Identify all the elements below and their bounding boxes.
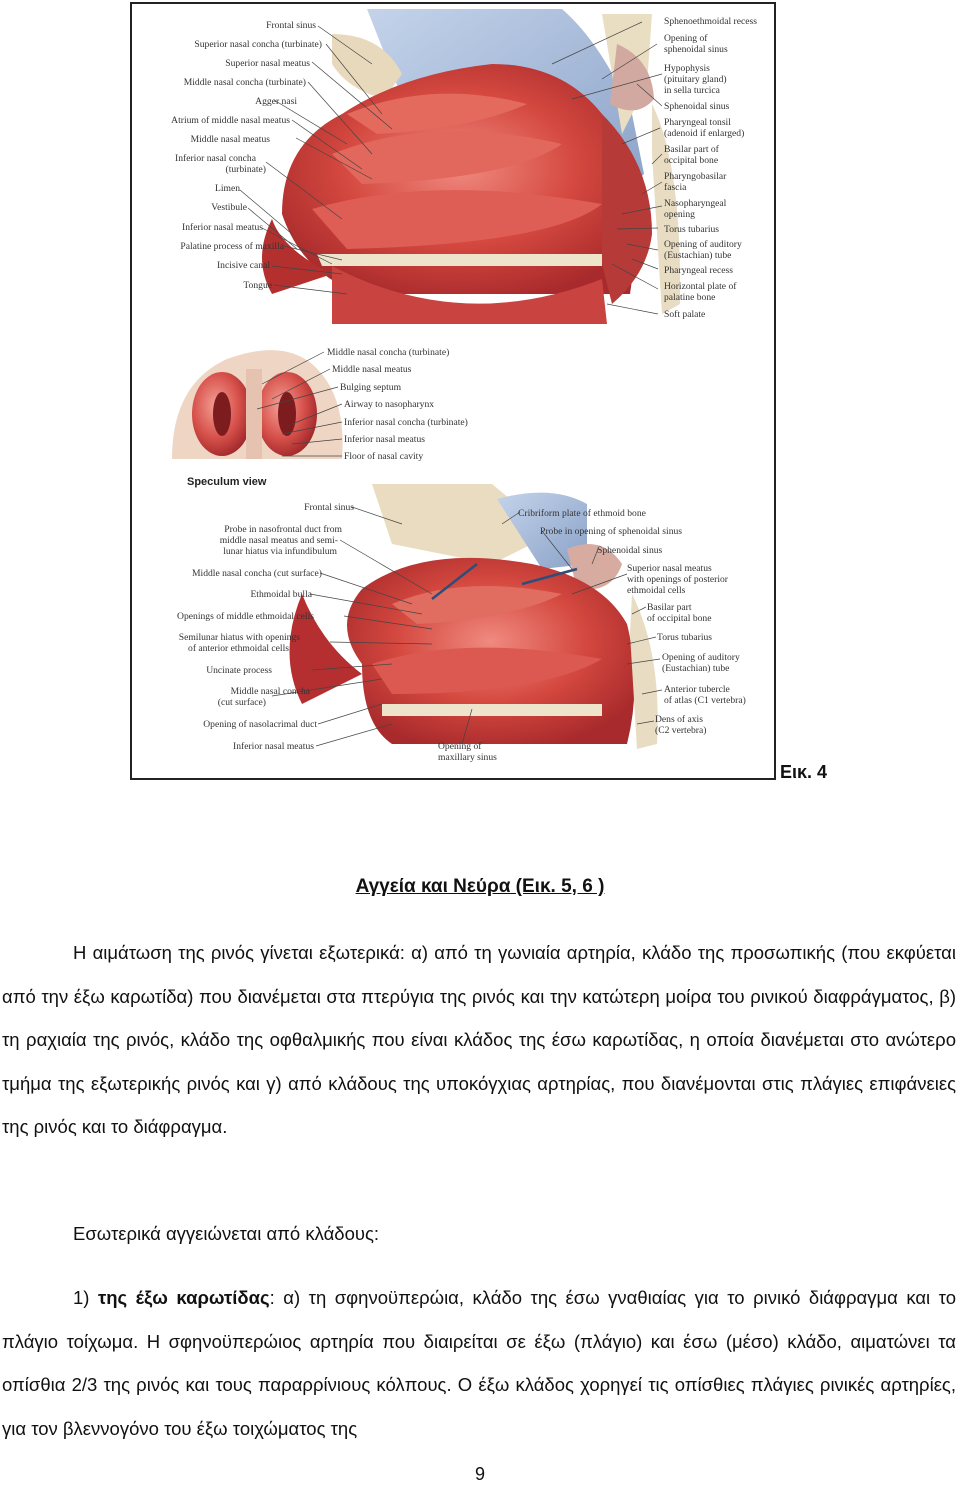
paragraph-external-carotid: [2, 1276, 956, 1450]
figure-label: Semilunar hiatus with openings: [178, 632, 300, 643]
figure-label: Middle nasal meatus: [332, 364, 412, 375]
nasal-cavity-illustration: [132, 4, 774, 778]
figure-label: Atrium of middle nasal meatus: [171, 115, 290, 126]
speculum-view-drawing: [172, 350, 343, 459]
section-heading: Αγγεία και Νεύρα (Εικ. 5, 6 ): [355, 876, 605, 897]
figure-label: Middle nasal concha: [230, 686, 310, 697]
bottom-panel-drawing: [290, 484, 658, 749]
figure-label: Speculum view: [187, 476, 267, 488]
figure-label: Openings of middle ethmoidal cells: [177, 611, 314, 622]
figure-label: Opening of auditory: [664, 239, 742, 250]
figure-label: Inferior nasal meatus: [182, 222, 263, 233]
figure-label: Superior nasal concha (turbinate): [194, 39, 322, 50]
page-number: 9: [474, 1464, 485, 1484]
figure-label: fascia: [664, 182, 687, 193]
figure-label: Dens of axis: [655, 714, 703, 725]
figure-label: Torus tubarius: [657, 632, 713, 643]
anatomy-figure: [130, 2, 776, 780]
figure-label: with openings of posterior: [627, 574, 728, 585]
figure-label: of atlas (C1 vertebra): [664, 695, 746, 706]
figure-label: Middle nasal concha (turbinate): [183, 77, 306, 88]
septum: [246, 369, 262, 459]
figure-label: Superior nasal meatus: [225, 58, 310, 69]
figure-label: Frontal sinus: [304, 502, 354, 513]
figure-label: Opening of nasolacrimal duct: [203, 719, 317, 730]
figure-label: Soft palate: [664, 309, 706, 320]
figure-label: Basilar part: [647, 602, 692, 613]
figure-label: Torus tubarius: [664, 224, 720, 235]
figure-label: Inferior nasal concha: [175, 153, 256, 164]
figure-label: Palatine process of maxilla: [180, 241, 284, 252]
figure-label: Vestibule: [211, 202, 247, 213]
figure-label: Opening of: [664, 33, 708, 44]
figure-label: of anterior ethmoidal cells: [188, 643, 289, 654]
figure-label: in sella turcica: [664, 85, 720, 96]
figure-label: Probe in opening of sphenoidal sinus: [540, 526, 683, 537]
figure-label: sphenoidal sinus: [664, 44, 728, 55]
figure-label: (adenoid if enlarged): [664, 128, 745, 139]
figure-label: Ethmoidal bulla: [250, 589, 312, 600]
figure-label: Agger nasi: [255, 96, 297, 107]
figure-label: Sphenoidal sinus: [597, 545, 663, 556]
figure-label: Airway to nasopharynx: [344, 399, 435, 410]
figure-label: Opening of: [438, 741, 482, 752]
figure-label: Cribriform plate of ethmoid bone: [518, 508, 646, 519]
figure-label: Floor of nasal cavity: [344, 451, 424, 462]
figure-label: Middle nasal concha (cut surface): [192, 568, 322, 579]
figure-label: (Eustachian) tube: [664, 250, 732, 261]
figure-label: lunar hiatus via infundibulum: [223, 546, 337, 557]
figure-label: palatine bone: [664, 292, 716, 303]
figure-label: Uncinate process: [206, 665, 272, 676]
figure-label: Pharyngeal recess: [664, 265, 733, 276]
figure-label: occipital bone: [664, 155, 719, 166]
figure-label: Middle nasal concha (turbinate): [327, 347, 450, 358]
figure-label: Middle nasal meatus: [190, 134, 270, 145]
figure-label: (cut surface): [217, 697, 266, 708]
figure-label: Sphenoidal sinus: [664, 101, 730, 112]
figure-label: Opening of auditory: [662, 652, 740, 663]
figure-label: of occipital bone: [647, 613, 712, 624]
figure-label: Incisive canal: [216, 260, 270, 271]
figure-label: Pharyngeal tonsil: [664, 117, 731, 128]
figure-label: maxillary sinus: [438, 752, 497, 763]
figure-label: Inferior nasal concha (turbinate): [344, 417, 468, 428]
figure-caption: Εικ. 4: [780, 762, 828, 782]
palatine-process: [317, 254, 602, 266]
list-number: 1): [73, 1287, 90, 1308]
figure-label: opening: [664, 209, 695, 220]
paragraph-text: : α) τη σφηνοϋπερώια, κλάδο της έσω γναθιαίας για το ρινικό διάφραγμα και το πλάγιο τοίχωμα. Η σφηνοϋπερώιος αρτηρία που διαιρείται σε έξω (πλάγιο) και έσω (μέσο) κλάδο, αιματώνει τα οπίσθια 2/3 της ρινός και τους παραρρίνιους κόλπους. Ο έξω κλάδος χορηγεί τις οπίσθιες πλάγιες ρινικές αρτηρίες, για τον βλεννογόνο του έξω τοιχώματος της: [2, 1287, 956, 1439]
figure-label: (Eustachian) tube: [662, 663, 730, 674]
figure-label: Sphenoethmoidal recess: [664, 16, 757, 27]
figure-label: (pituitary gland): [664, 74, 727, 85]
figure-label: Horizontal plate of: [664, 281, 737, 292]
paragraph-internal-intro: Εσωτερικά αγγειώνεται από κλάδους:: [73, 1223, 380, 1244]
figure-label: Anterior tubercle: [664, 684, 730, 695]
figure-label: Inferior nasal meatus: [344, 434, 425, 445]
figure-label: Hypophysis: [664, 63, 710, 74]
figure-label: (C2 vertebra): [655, 725, 707, 736]
figure-label: ethmoidal cells: [627, 585, 686, 596]
figure-label: (turbinate): [225, 164, 266, 175]
figure-label: Basilar part of: [664, 144, 719, 155]
figure-label: Limen: [214, 183, 240, 194]
figure-label: Pharyngobasilar: [664, 171, 727, 182]
figure-label: Inferior nasal meatus: [233, 741, 314, 752]
figure-label: middle nasal meatus and semi-: [219, 535, 338, 546]
figure-label: Superior nasal meatus: [627, 563, 712, 574]
figure-label: Bulging septum: [340, 382, 402, 393]
hard-palate: [382, 704, 602, 716]
figure-label: Probe in nasofrontal duct from: [224, 524, 342, 535]
figure-label: Tongue: [243, 280, 272, 291]
top-panel-drawing: [262, 9, 680, 324]
figure-label: Nasopharyngeal: [664, 198, 727, 209]
paragraph-external-blood-supply: Η αιμάτωση της ρινός γίνεται εξωτερικά: α) από τη γωνιαία αρτηρία, κλάδο της προσωπικής (που εκφύεται από την έξω καρωτίδα) που διανέμεται στα πτερύγια της ρινός και την κατώτερη μοίρα του ρινικού διαφράγματος, β) τη ραχιαία της ρινός, κλάδο της οφθαλμικής που είναι κλάδος της έσω καρωτίδας, η οποία διανέμεται στο ανώτερο τμήμα της εξωτερικής ρινός και γ) από κλάδους της υποκόγχιας αρτηρίας, που διανέμονται στις πλάγιες επιφάνειες της ρινός και το διάφραγμα.: [2, 942, 956, 1138]
figure-label: Frontal sinus: [266, 20, 316, 31]
bold-term: της έξω καρωτίδας: [97, 1287, 270, 1308]
